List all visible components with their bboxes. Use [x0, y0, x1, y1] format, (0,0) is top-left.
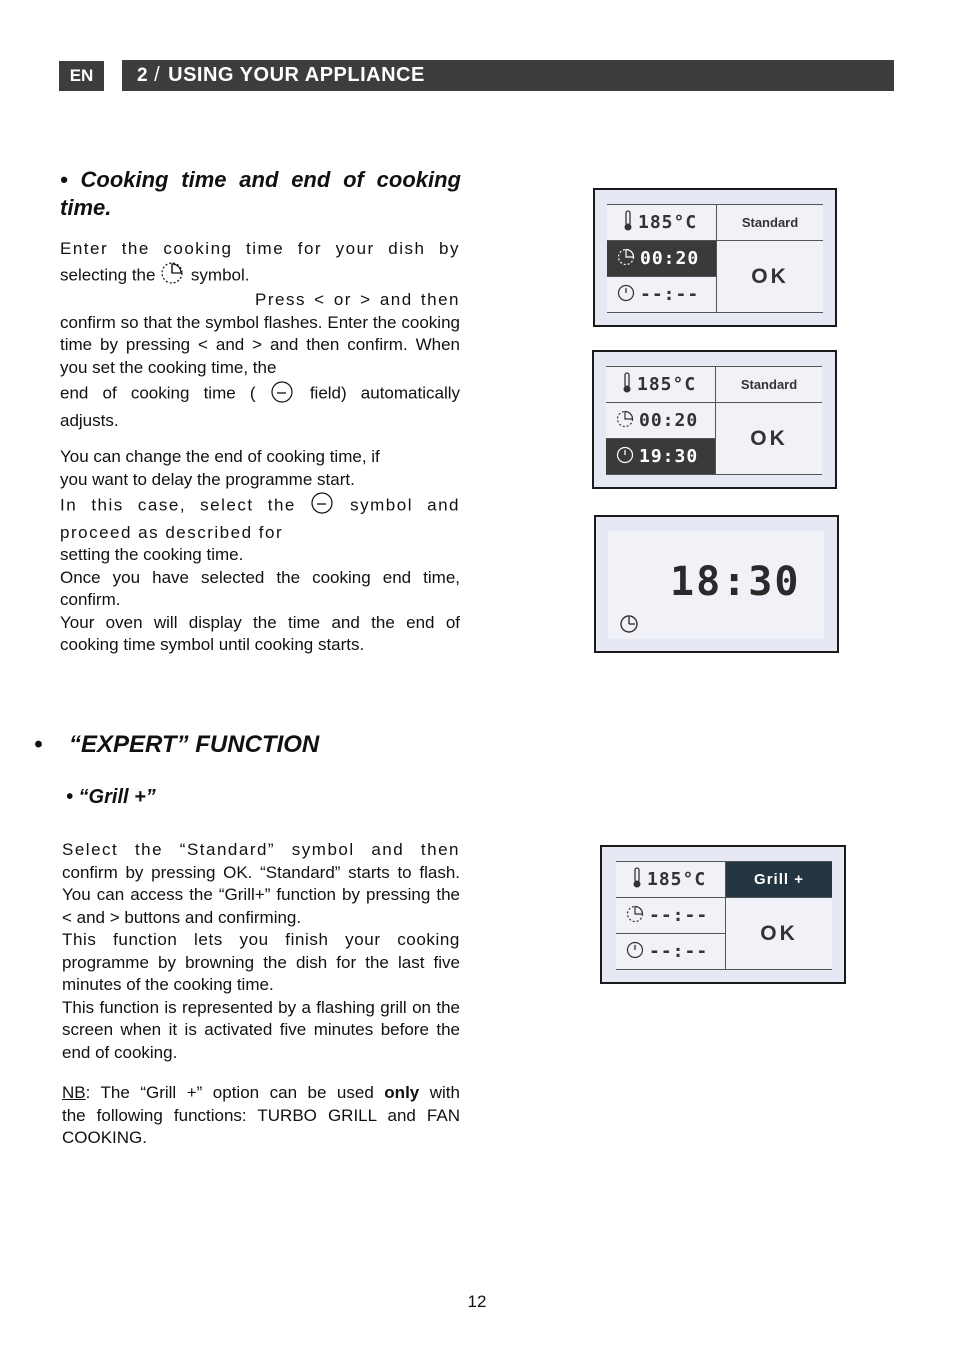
cooking-p3-line1: You can change the end of cooking time, if — [60, 447, 380, 466]
cooking-paragraph-2 — [60, 289, 460, 432]
clock-time: 18:30 — [670, 559, 801, 605]
ok-label: OK — [760, 921, 798, 945]
cooking-time-icon — [617, 248, 635, 270]
temperature-row — [607, 205, 716, 240]
cooking-p3-line4: proceed as described for — [60, 522, 284, 542]
cooking-paragraph-3 — [60, 446, 460, 657]
cooking-paragraph-1 — [60, 238, 460, 291]
expert-paragraph-1 — [62, 839, 460, 1064]
cooking-p1-line2b: symbol. — [190, 265, 250, 285]
cooking-p2-line-b: field) automatically — [309, 383, 461, 403]
oven-display-4 — [600, 845, 846, 984]
oven-display-1 — [593, 188, 837, 327]
cooking-p3-line7: Your oven will display the time and the end of cooking time symbol until cooking starts. — [60, 612, 460, 654]
cooking-p1-line1: Enter the cooking time for your dish by — [60, 239, 460, 258]
temperature-value: 185°C — [647, 869, 707, 890]
expert-p3: This function is represented by a flashing grill on the screen when it is activated five minutes before the end of cooking. — [62, 997, 460, 1062]
mode-label: Standard — [741, 215, 799, 230]
thermometer-icon — [632, 867, 642, 893]
cook-time-row — [616, 898, 725, 933]
end-time-icon — [617, 284, 635, 306]
ok-label: OK — [751, 264, 789, 288]
cook-time-value: 00:20 — [640, 248, 700, 269]
cooking-time-icon — [616, 410, 634, 432]
temperature-row — [616, 862, 725, 897]
page-number: 12 — [467, 1292, 487, 1311]
thermometer-icon — [623, 210, 633, 236]
section-header — [122, 60, 894, 91]
temperature-row — [606, 367, 715, 402]
cooking-p2-rest: confirm so that the symbol flashes. Enter the cooking time by pressing < and > and then confirm. When you set the cooking time, the — [60, 312, 460, 377]
end-time-icon — [616, 446, 634, 468]
expert-bullet: • — [34, 731, 43, 758]
end-time-icon — [270, 379, 296, 410]
mode-label: Standard — [740, 377, 798, 392]
cooking-p3-line5: setting the cooking time. — [60, 545, 244, 564]
cooking-p3-line3b: symbol and — [350, 495, 460, 515]
temperature-value: 185°C — [637, 374, 697, 395]
end-time-row — [606, 439, 715, 474]
nb-rest: the following functions: TURBO GRILL and FAN COOKING. — [62, 1105, 460, 1147]
expert-p2-rest: programme by browning the dish for the last five minutes of the cooking time. — [62, 952, 460, 994]
cooking-p3-line3a: In this case, select the — [60, 495, 296, 515]
expert-nb — [62, 1082, 460, 1150]
cooking-time-icon — [160, 261, 186, 292]
cooking-p2-line-a: end of cooking time ( — [60, 383, 256, 403]
end-time-icon — [310, 491, 336, 522]
cook-time-row — [606, 403, 715, 438]
cook-time-value: 00:20 — [639, 410, 699, 431]
cooking-p3-line2: you want to delay the programme start. — [60, 469, 355, 489]
nb-text-a: : The “Grill +” option can be used — [85, 1083, 385, 1102]
cooking-time-icon — [619, 614, 639, 639]
mode-label: Grill + — [726, 862, 832, 897]
expert-p1-line1: Select the “Standard” symbol and then — [62, 840, 460, 859]
expert-heading: “EXPERT” FUNCTION — [69, 731, 320, 758]
end-time-row — [616, 934, 725, 969]
oven-display-3 — [594, 515, 839, 653]
cook-time-row — [607, 241, 716, 276]
end-time-row — [607, 277, 716, 312]
end-time-value: 19:30 — [639, 446, 699, 467]
oven-display-2 — [592, 350, 837, 489]
end-time-value: --:-- — [649, 941, 709, 962]
cooking-heading-line2: time. — [60, 195, 112, 220]
expert-p1-rest: confirm by pressing OK. “Standard” starts to flash. You can access the “Grill+” function by pressing the < and > buttons and confirming. — [62, 862, 460, 927]
language-badge: EN — [59, 61, 104, 91]
cooking-p2-line1: Press < or > and then — [255, 290, 460, 309]
cooking-p3-line6: Once you have selected the cooking end time, confirm. — [60, 567, 460, 609]
cooking-time-icon — [626, 905, 644, 927]
end-time-value: --:-- — [640, 284, 700, 305]
ok-label: OK — [750, 426, 788, 450]
cooking-heading-line1: • Cooking time and end of cooking — [60, 167, 461, 192]
grill-heading: • “Grill +” — [66, 786, 156, 808]
cook-time-value: --:-- — [649, 905, 709, 926]
expert-p2-line1: This function lets you finish your cooking — [62, 930, 460, 949]
cooking-p1-line2a: selecting the — [60, 265, 156, 285]
nb-label: NB — [62, 1083, 86, 1102]
cooking-heading — [60, 166, 461, 222]
nb-text-b: with — [419, 1083, 460, 1102]
thermometer-icon — [622, 372, 632, 398]
section-number: 2 — [137, 64, 149, 86]
cooking-p2-last: adjusts. — [60, 410, 119, 430]
nb-bold: only — [384, 1083, 420, 1102]
temperature-value: 185°C — [638, 212, 698, 233]
end-time-icon — [626, 941, 644, 963]
section-title: USING YOUR APPLIANCE — [168, 64, 425, 86]
section-separator: / — [154, 64, 161, 86]
